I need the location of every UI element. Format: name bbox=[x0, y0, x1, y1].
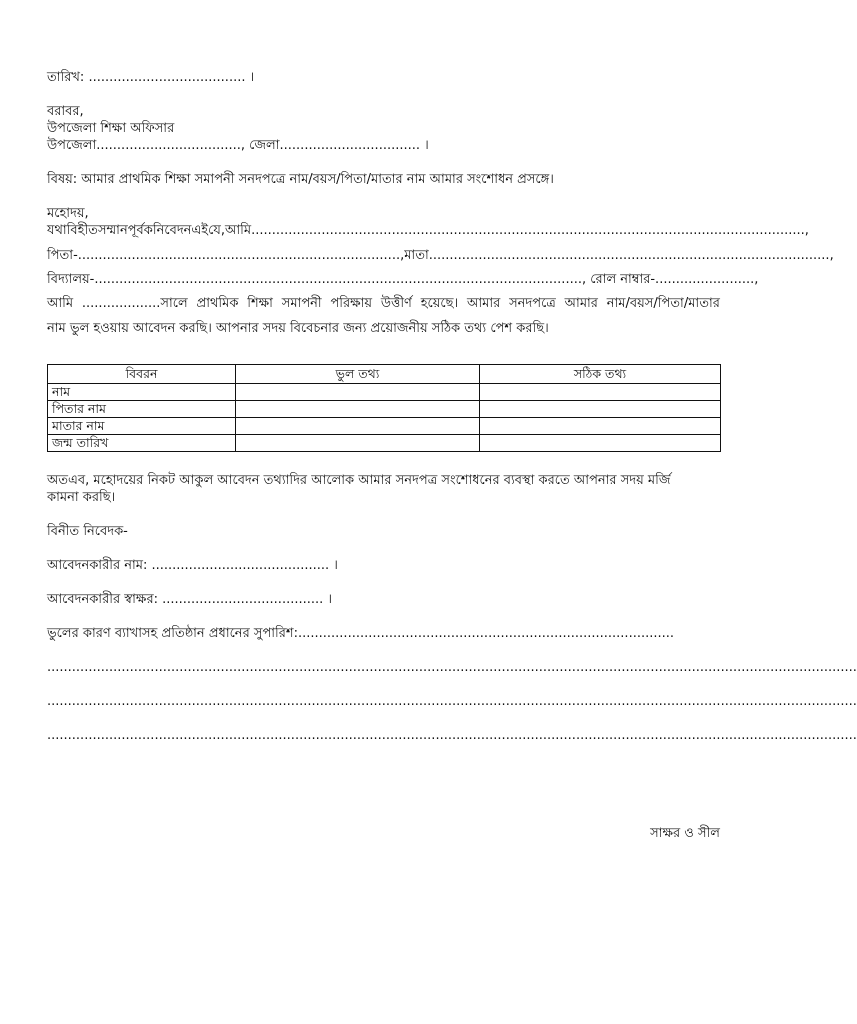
body-line-4 bbox=[47, 296, 720, 312]
signature-seal-label: সাক্ষর ও সীল bbox=[650, 826, 720, 841]
body-word: নিবেদন bbox=[152, 223, 192, 238]
recipient-line-2: উপজেলা শিক্ষা অফিসার bbox=[47, 121, 175, 136]
table-row bbox=[48, 401, 721, 418]
table-row bbox=[48, 384, 721, 401]
row-label: মাতার নাম bbox=[48, 418, 236, 435]
subject-line: বিষয়: আমার প্রাথমিক শিক্ষা সমাপনী সনদপত্রে নাম/বয়স/পিতা/মাতার নাম আমার সংশোধন প্রসঙ্গে। bbox=[47, 172, 554, 187]
closing-line-1: অতএব, মহোদয়ের নিকট আকুল আবেদন তথ্যাদির আলোক আমার সনদপত্র সংশোধনের ব্যবস্থা করতে আপনার সদয় মর্জি bbox=[47, 473, 671, 488]
body-word: সম্মান bbox=[97, 223, 128, 238]
salutation: মহোদয়, bbox=[47, 206, 89, 221]
sign-off: বিনীত নিবেদক- bbox=[47, 524, 128, 539]
dotted-line: .................................................................................................................................................................................................... bbox=[47, 660, 857, 675]
dotted-line: .................................................................................................................................................................................................... bbox=[47, 694, 857, 709]
applicant-name-field: আবেদনকারীর নাম: ........................................... । bbox=[47, 558, 338, 573]
correction-table bbox=[47, 364, 721, 452]
body-word: যথাবিহীত bbox=[47, 223, 98, 238]
body-word: আমি......................................................................................................................................, bbox=[224, 223, 809, 238]
header-wrong-info: ভুল তথ্য bbox=[236, 365, 480, 384]
school-field: বিদ্যালয়-...................................................................................................................... bbox=[47, 272, 582, 287]
row-label: পিতার নাম bbox=[48, 401, 236, 418]
body-word: এই bbox=[191, 223, 209, 238]
header-correct-info: সঠিক তথ্য bbox=[480, 365, 721, 384]
date-line: তারিখ: ...................................... । bbox=[47, 70, 255, 85]
recommendation-field: ভুলের কারণ ব্যাখাসহ প্রতিষ্ঠান প্রধানের সুপারিশ:........................................................................................... bbox=[47, 626, 675, 641]
body-line-3 bbox=[47, 272, 759, 288]
body-word: যে, bbox=[208, 223, 225, 238]
wrong-info-cell[interactable] bbox=[236, 418, 480, 435]
recipient-line-1: বরাবর, bbox=[47, 104, 84, 119]
body-word: আমি bbox=[47, 296, 74, 311]
body-word: আমার bbox=[564, 296, 598, 311]
correct-info-cell[interactable] bbox=[480, 435, 721, 452]
father-field: পিতা-.............................................................................., bbox=[47, 248, 405, 263]
correct-info-cell[interactable] bbox=[480, 418, 721, 435]
wrong-info-cell[interactable] bbox=[236, 384, 480, 401]
body-word: আমার bbox=[466, 296, 501, 311]
body-word: উত্তীর্ণ bbox=[380, 296, 412, 311]
wrong-info-cell[interactable] bbox=[236, 435, 480, 452]
header-description: বিবরন bbox=[48, 365, 236, 384]
body-word: নাম/বয়স/পিতা/মাতার bbox=[606, 296, 720, 311]
body-word: প্রাথমিক bbox=[196, 296, 239, 311]
body-line-1 bbox=[47, 223, 809, 239]
table-row bbox=[48, 435, 721, 452]
body-line-5: নাম ভুল হওয়ায় আবেদন করছি। আপনার সদয় বিবেচনার জন্য প্রয়োজনীয় সঠিক তথ্য পেশ করছি। bbox=[47, 321, 549, 336]
body-word: শিক্ষা bbox=[247, 296, 273, 311]
recipient-line-3: উপজেলা..................................., জেলা.................................. । bbox=[47, 138, 429, 153]
body-line-2 bbox=[47, 248, 834, 264]
table-row bbox=[48, 418, 721, 435]
applicant-signature-field: আবেদনকারীর স্বাক্ষর: ....................................... । bbox=[47, 592, 333, 607]
body-word: ...................সালে bbox=[81, 296, 188, 311]
row-label: জন্ম তারিখ bbox=[48, 435, 236, 452]
wrong-info-cell[interactable] bbox=[236, 401, 480, 418]
roll-field: , রোল নাম্বার-........................, bbox=[581, 272, 759, 287]
body-word: হয়েছে। bbox=[420, 296, 459, 311]
body-word: পূর্বক bbox=[127, 223, 153, 238]
closing-line-2: কামনা করছি। bbox=[47, 490, 116, 505]
mother-field: মাতা................................................................................................., bbox=[404, 248, 834, 263]
body-word: পরিক্ষায় bbox=[330, 296, 373, 311]
correct-info-cell[interactable] bbox=[480, 384, 721, 401]
table-header-row bbox=[48, 365, 721, 384]
correct-info-cell[interactable] bbox=[480, 401, 721, 418]
body-word: সনদপত্রে bbox=[509, 296, 556, 311]
dotted-line: .................................................................................................................................................................................................... bbox=[47, 728, 857, 743]
row-label: নাম bbox=[48, 384, 236, 401]
body-word: সমাপনী bbox=[281, 296, 322, 311]
